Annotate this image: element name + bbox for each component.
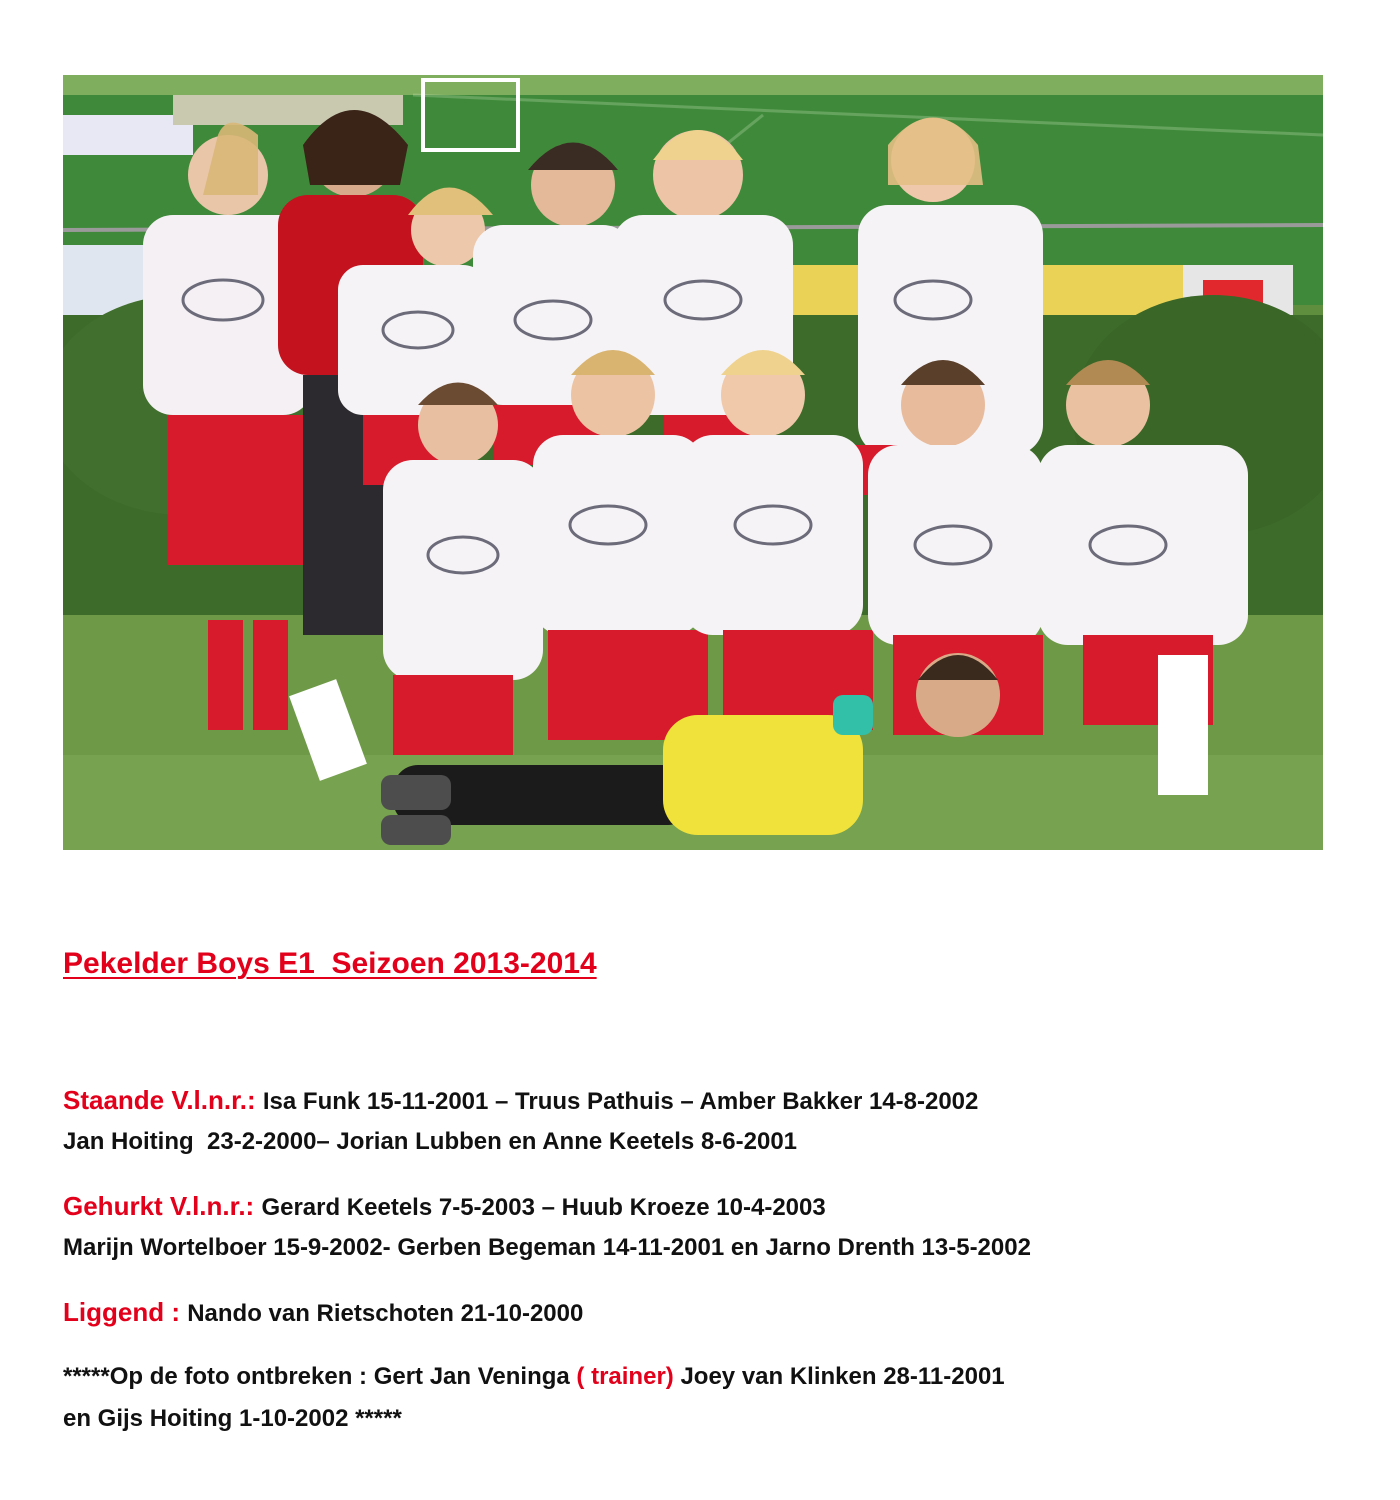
staande-line-2: Jan Hoiting 23-2-2000– Jorian Lubben en Anne Keetels 8-6-2001 xyxy=(63,1128,798,1155)
note-post: Joey van Klinken 28-11-2001 xyxy=(673,1363,1005,1390)
staande-text-1: Isa Funk 15-11-2001 – Truus Pathuis – Amber Bakker 14-8-2002 xyxy=(262,1088,979,1115)
staande-label: Staande V.l.n.r.: xyxy=(63,1085,263,1115)
liggend-label: Liggend : xyxy=(63,1297,188,1327)
page-title: Pekelder Boys E1 Seizoen 2013-2014 xyxy=(63,947,597,980)
gehurkt-line-1 xyxy=(63,1186,826,1228)
note-line-1 xyxy=(63,1357,1005,1397)
gehurkt-line-2: Marijn Wortelboer 15-9-2002- Gerben Begeman 14-11-2001 en Jarno Drenth 13-5-2002 xyxy=(63,1234,1031,1261)
note-pre: *****Op de foto ontbreken : Gert Jan Veninga xyxy=(63,1363,577,1390)
gehurkt-label: Gehurkt V.l.n.r.: xyxy=(63,1191,262,1221)
staande-line-1 xyxy=(63,1080,978,1122)
liggend-text: Nando van Rietschoten 21-10-2000 xyxy=(187,1300,584,1327)
gehurkt-text-1: Gerard Keetels 7-5-2003 – Huub Kroeze 10-4-2003 xyxy=(261,1194,826,1221)
liggend-line xyxy=(63,1292,583,1334)
note-trainer: ( trainer) xyxy=(576,1363,674,1390)
team-photo xyxy=(63,75,1323,850)
note-line-2: en Gijs Hoiting 1-10-2002 ***** xyxy=(63,1405,402,1432)
